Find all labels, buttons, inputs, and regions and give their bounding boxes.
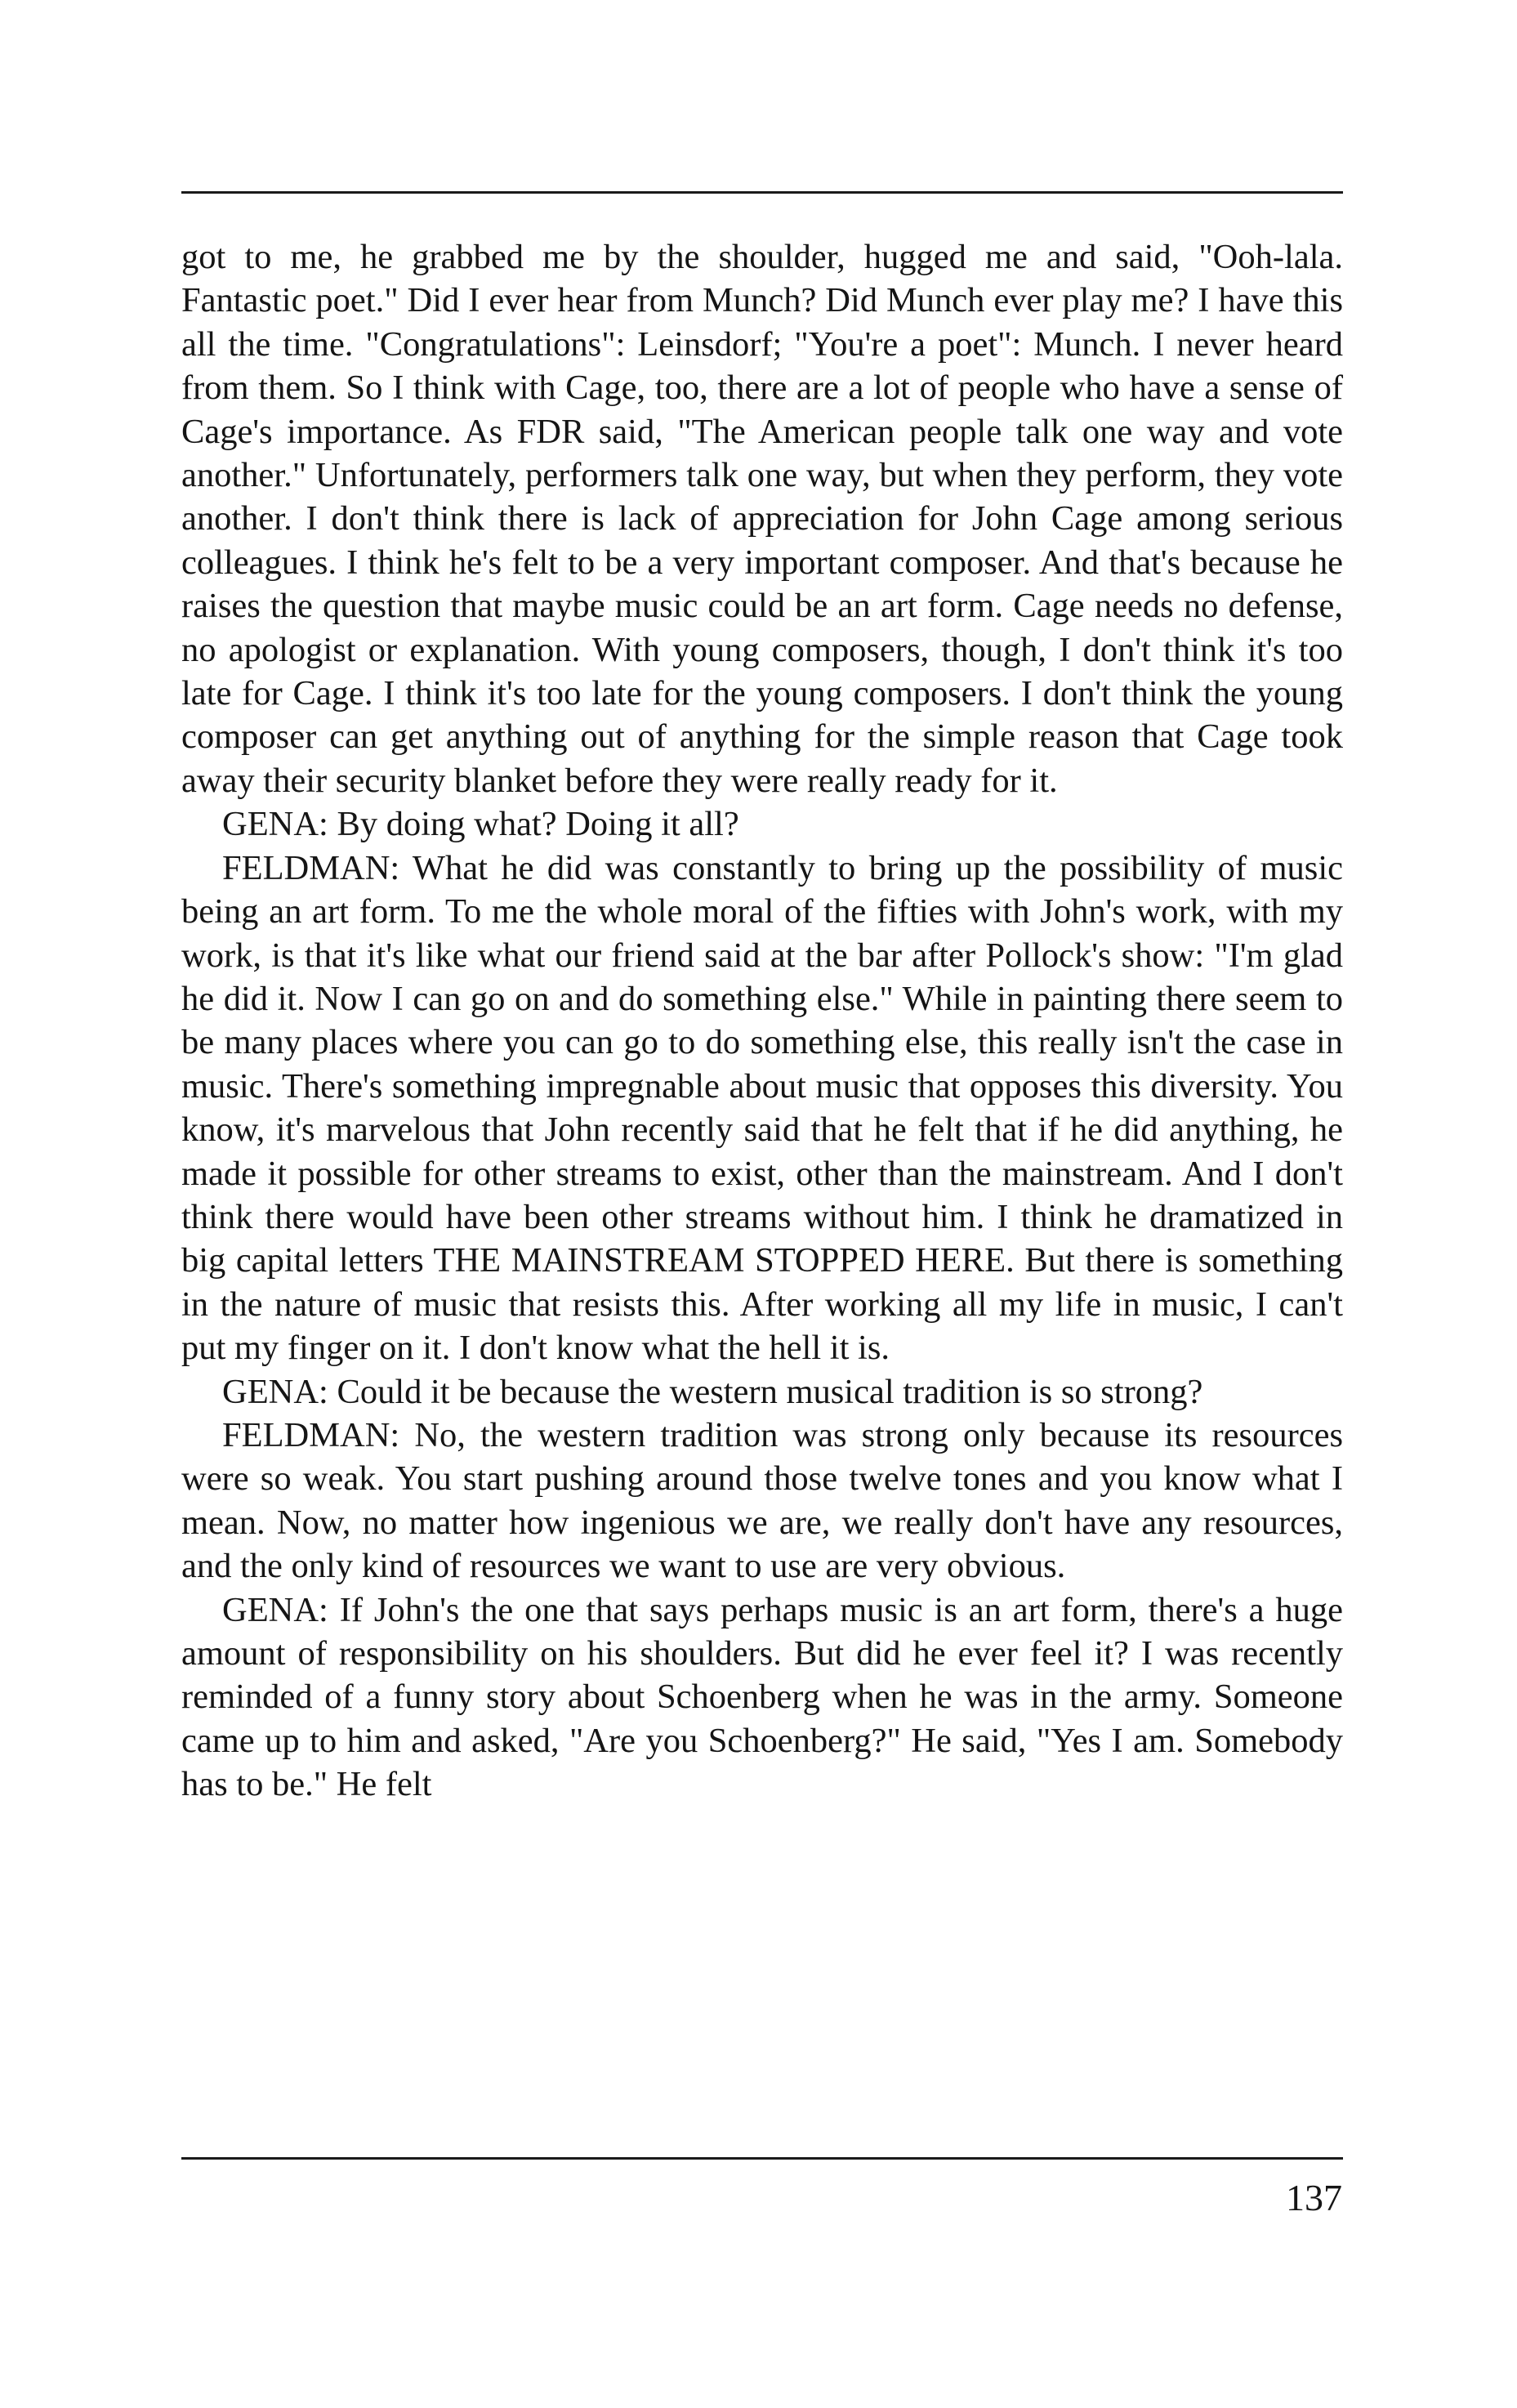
paragraph-1: got to me, he grabbed me by the shoulder, hugged me and said, "Ooh-lala. Fantastic poet." Did I ever hear from Munch? Did Munch ever play me? I have this all the time. "Congratulations": Leinsdorf; "You're a poet": Munch. I never heard from them. So I think with Cage, too, there are a lot of people who have a sense of Cage's importance. As FDR said, "The American people talk one way and vote another." Unfortunately, performers talk one way, but when they perform, they vote another. I don't think there is lack of appreciation for John Cage among serious colleagues. I think he's felt to be a very important composer. And that's because he raises the question that maybe music could be an art form. Cage needs no defense, no apologist or explanation. With young composers, though, I don't think it's too late for Cage. I think it's too late for the young composers. I don't think the young composer can get anything out of anything for the simple reason that Cage took away their security blanket before they were really ready for it. [181, 238, 1343, 800]
top-rule [181, 191, 1343, 194]
paragraph-5: FELDMAN: No, the western tradition was strong only because its resources were so weak. You start pushing around those twelve tones and you know what I mean. Now, no matter how ingenious we are, we really don't have any resources, and the only kind of resources we want to use are very obvious. [181, 1415, 1343, 1586]
paragraph-2: GENA: By doing what? Doing it all? [222, 805, 739, 844]
paragraph-6: GENA: If John's the one that says perhaps music is an art form, there's a huge amount of responsibility on his shoulders. But did he ever feel it? I was recently reminded of a funny story about Schoenberg when he was in the army. Someone came up to him and asked, "Are you Schoenberg?" He said, "Yes I am. Somebody has to be." He felt [181, 1590, 1343, 1804]
bottom-rule [181, 2157, 1343, 2160]
page-number: 137 [1286, 2177, 1342, 2218]
body-text [181, 235, 1343, 1807]
paragraph-3: FELDMAN: What he did was constantly to bring up the possibility of music being an art form. To me the whole moral of the fifties with John's work, with my work, is that it's like what our friend said at the bar after Pollock's show: "I'm glad he did it. Now I can go on and do something else." While in painting there seem to be many places where you can go to do something else, this really isn't the case in music. There's something impregnable about music that opposes this diversity. You know, it's marvelous that John recently said that he felt that if he did anything, he made it possible for other streams to exist, other than the mainstream. And I don't think there would have been other streams without him. I think he dramatized in big capital letters THE MAINSTREAM STOPPED HERE. But there is something in the nature of music that resists this. After working all my life in music, I can't put my finger on it. I don't know what the hell it is. [181, 848, 1343, 1368]
paragraph-4: GENA: Could it be because the western musical tradition is so strong? [222, 1372, 1203, 1411]
